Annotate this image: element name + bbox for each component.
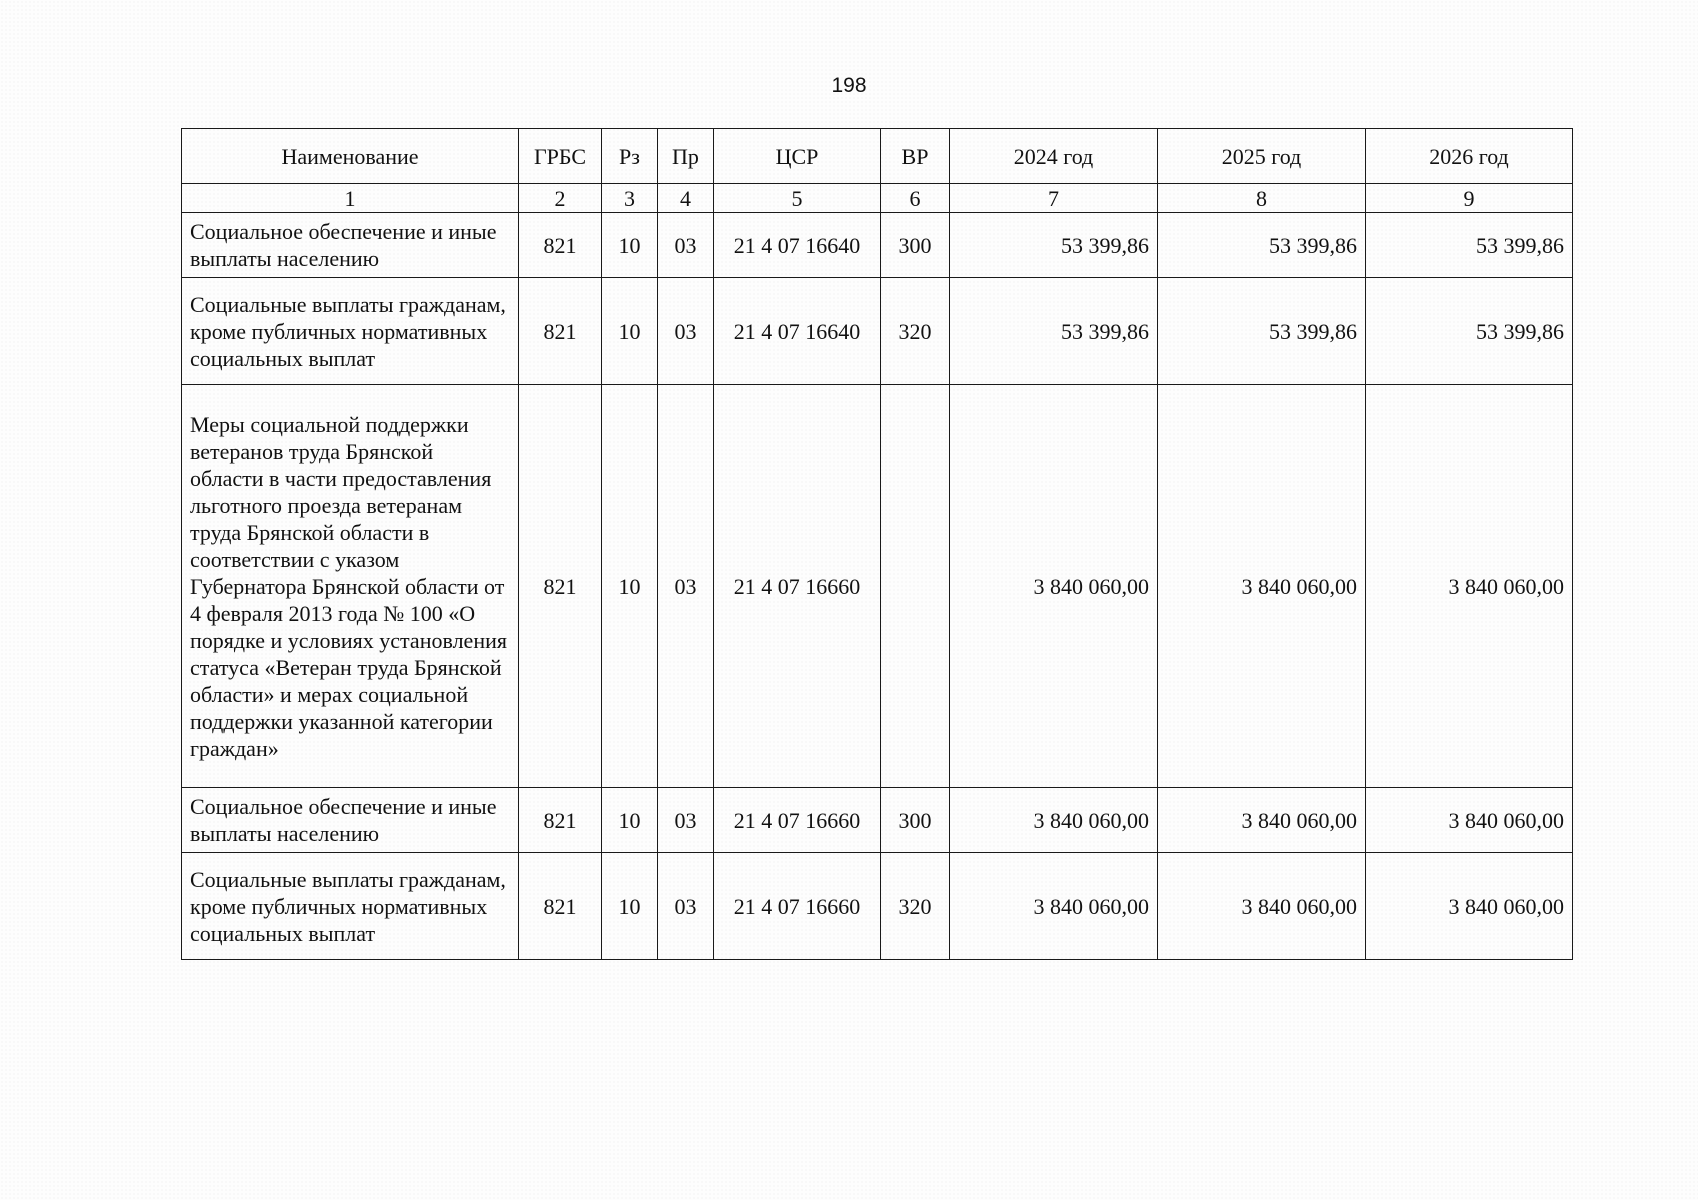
row-amount-2025: 3 840 060,00 <box>1158 853 1366 960</box>
row-name: Меры социальной поддержки ветеранов труда Брянской области в части предоставления льготного проезда ветеранам труда Брянской области в соответствии с указом Губернатора Брянской области от 4 февраля 2013 года № 100 «О порядке и условиях установления статуса «Ветеран труда Брянской области» и мерах социальной поддержки указанной категории граждан» <box>182 385 519 788</box>
row-amount-2026: 53 399,86 <box>1366 213 1573 278</box>
row-name: Социальные выплаты гражданам, кроме публичных нормативных социальных выплат <box>182 278 519 385</box>
row-amount-2026: 3 840 060,00 <box>1366 853 1573 960</box>
row-rz: 10 <box>602 385 658 788</box>
row-pr: 03 <box>658 385 714 788</box>
table-row <box>182 213 1573 278</box>
row-vr: 320 <box>881 853 950 960</box>
row-csr: 21 4 07 16660 <box>714 788 881 853</box>
header-name: Наименование <box>182 129 519 184</box>
row-csr: 21 4 07 16640 <box>714 278 881 385</box>
row-vr <box>881 385 950 788</box>
header-2026: 2026 год <box>1366 129 1573 184</box>
table-row <box>182 853 1573 960</box>
row-vr: 320 <box>881 278 950 385</box>
header-rz: Рз <box>602 129 658 184</box>
row-amount-2025: 3 840 060,00 <box>1158 385 1366 788</box>
row-amount-2024: 53 399,86 <box>950 278 1158 385</box>
header-vr: ВР <box>881 129 950 184</box>
header-row <box>182 129 1573 184</box>
row-rz: 10 <box>602 278 658 385</box>
row-amount-2024: 3 840 060,00 <box>950 788 1158 853</box>
row-grbs: 821 <box>519 213 602 278</box>
row-csr: 21 4 07 16660 <box>714 853 881 960</box>
table-row <box>182 278 1573 385</box>
column-number: 8 <box>1158 184 1366 213</box>
row-vr: 300 <box>881 213 950 278</box>
column-number: 1 <box>182 184 519 213</box>
header-2024: 2024 год <box>950 129 1158 184</box>
row-csr: 21 4 07 16660 <box>714 385 881 788</box>
column-number-row <box>182 184 1573 213</box>
column-number: 2 <box>519 184 602 213</box>
row-grbs: 821 <box>519 385 602 788</box>
row-amount-2024: 3 840 060,00 <box>950 385 1158 788</box>
row-amount-2024: 3 840 060,00 <box>950 853 1158 960</box>
table-row <box>182 385 1573 788</box>
row-pr: 03 <box>658 853 714 960</box>
column-number: 4 <box>658 184 714 213</box>
row-grbs: 821 <box>519 278 602 385</box>
row-amount-2026: 3 840 060,00 <box>1366 788 1573 853</box>
row-amount-2024: 53 399,86 <box>950 213 1158 278</box>
row-amount-2026: 53 399,86 <box>1366 278 1573 385</box>
column-number: 5 <box>714 184 881 213</box>
row-amount-2025: 53 399,86 <box>1158 278 1366 385</box>
column-number: 3 <box>602 184 658 213</box>
column-number: 6 <box>881 184 950 213</box>
row-amount-2025: 3 840 060,00 <box>1158 788 1366 853</box>
row-rz: 10 <box>602 213 658 278</box>
row-pr: 03 <box>658 788 714 853</box>
row-pr: 03 <box>658 213 714 278</box>
header-pr: Пр <box>658 129 714 184</box>
row-grbs: 821 <box>519 788 602 853</box>
column-number: 9 <box>1366 184 1573 213</box>
row-grbs: 821 <box>519 853 602 960</box>
table-row <box>182 788 1573 853</box>
row-rz: 10 <box>602 788 658 853</box>
row-vr: 300 <box>881 788 950 853</box>
row-pr: 03 <box>658 278 714 385</box>
row-rz: 10 <box>602 853 658 960</box>
row-amount-2025: 53 399,86 <box>1158 213 1366 278</box>
row-name: Социальные выплаты гражданам, кроме публичных нормативных социальных выплат <box>182 853 519 960</box>
row-amount-2026: 3 840 060,00 <box>1366 385 1573 788</box>
row-csr: 21 4 07 16640 <box>714 213 881 278</box>
header-2025: 2025 год <box>1158 129 1366 184</box>
page-number: 198 <box>831 74 867 97</box>
row-name: Социальное обеспечение и иные выплаты населению <box>182 213 519 278</box>
row-name: Социальное обеспечение и иные выплаты населению <box>182 788 519 853</box>
header-grbs: ГРБС <box>519 129 602 184</box>
header-csr: ЦСР <box>714 129 881 184</box>
budget-table <box>181 128 1573 960</box>
column-number: 7 <box>950 184 1158 213</box>
